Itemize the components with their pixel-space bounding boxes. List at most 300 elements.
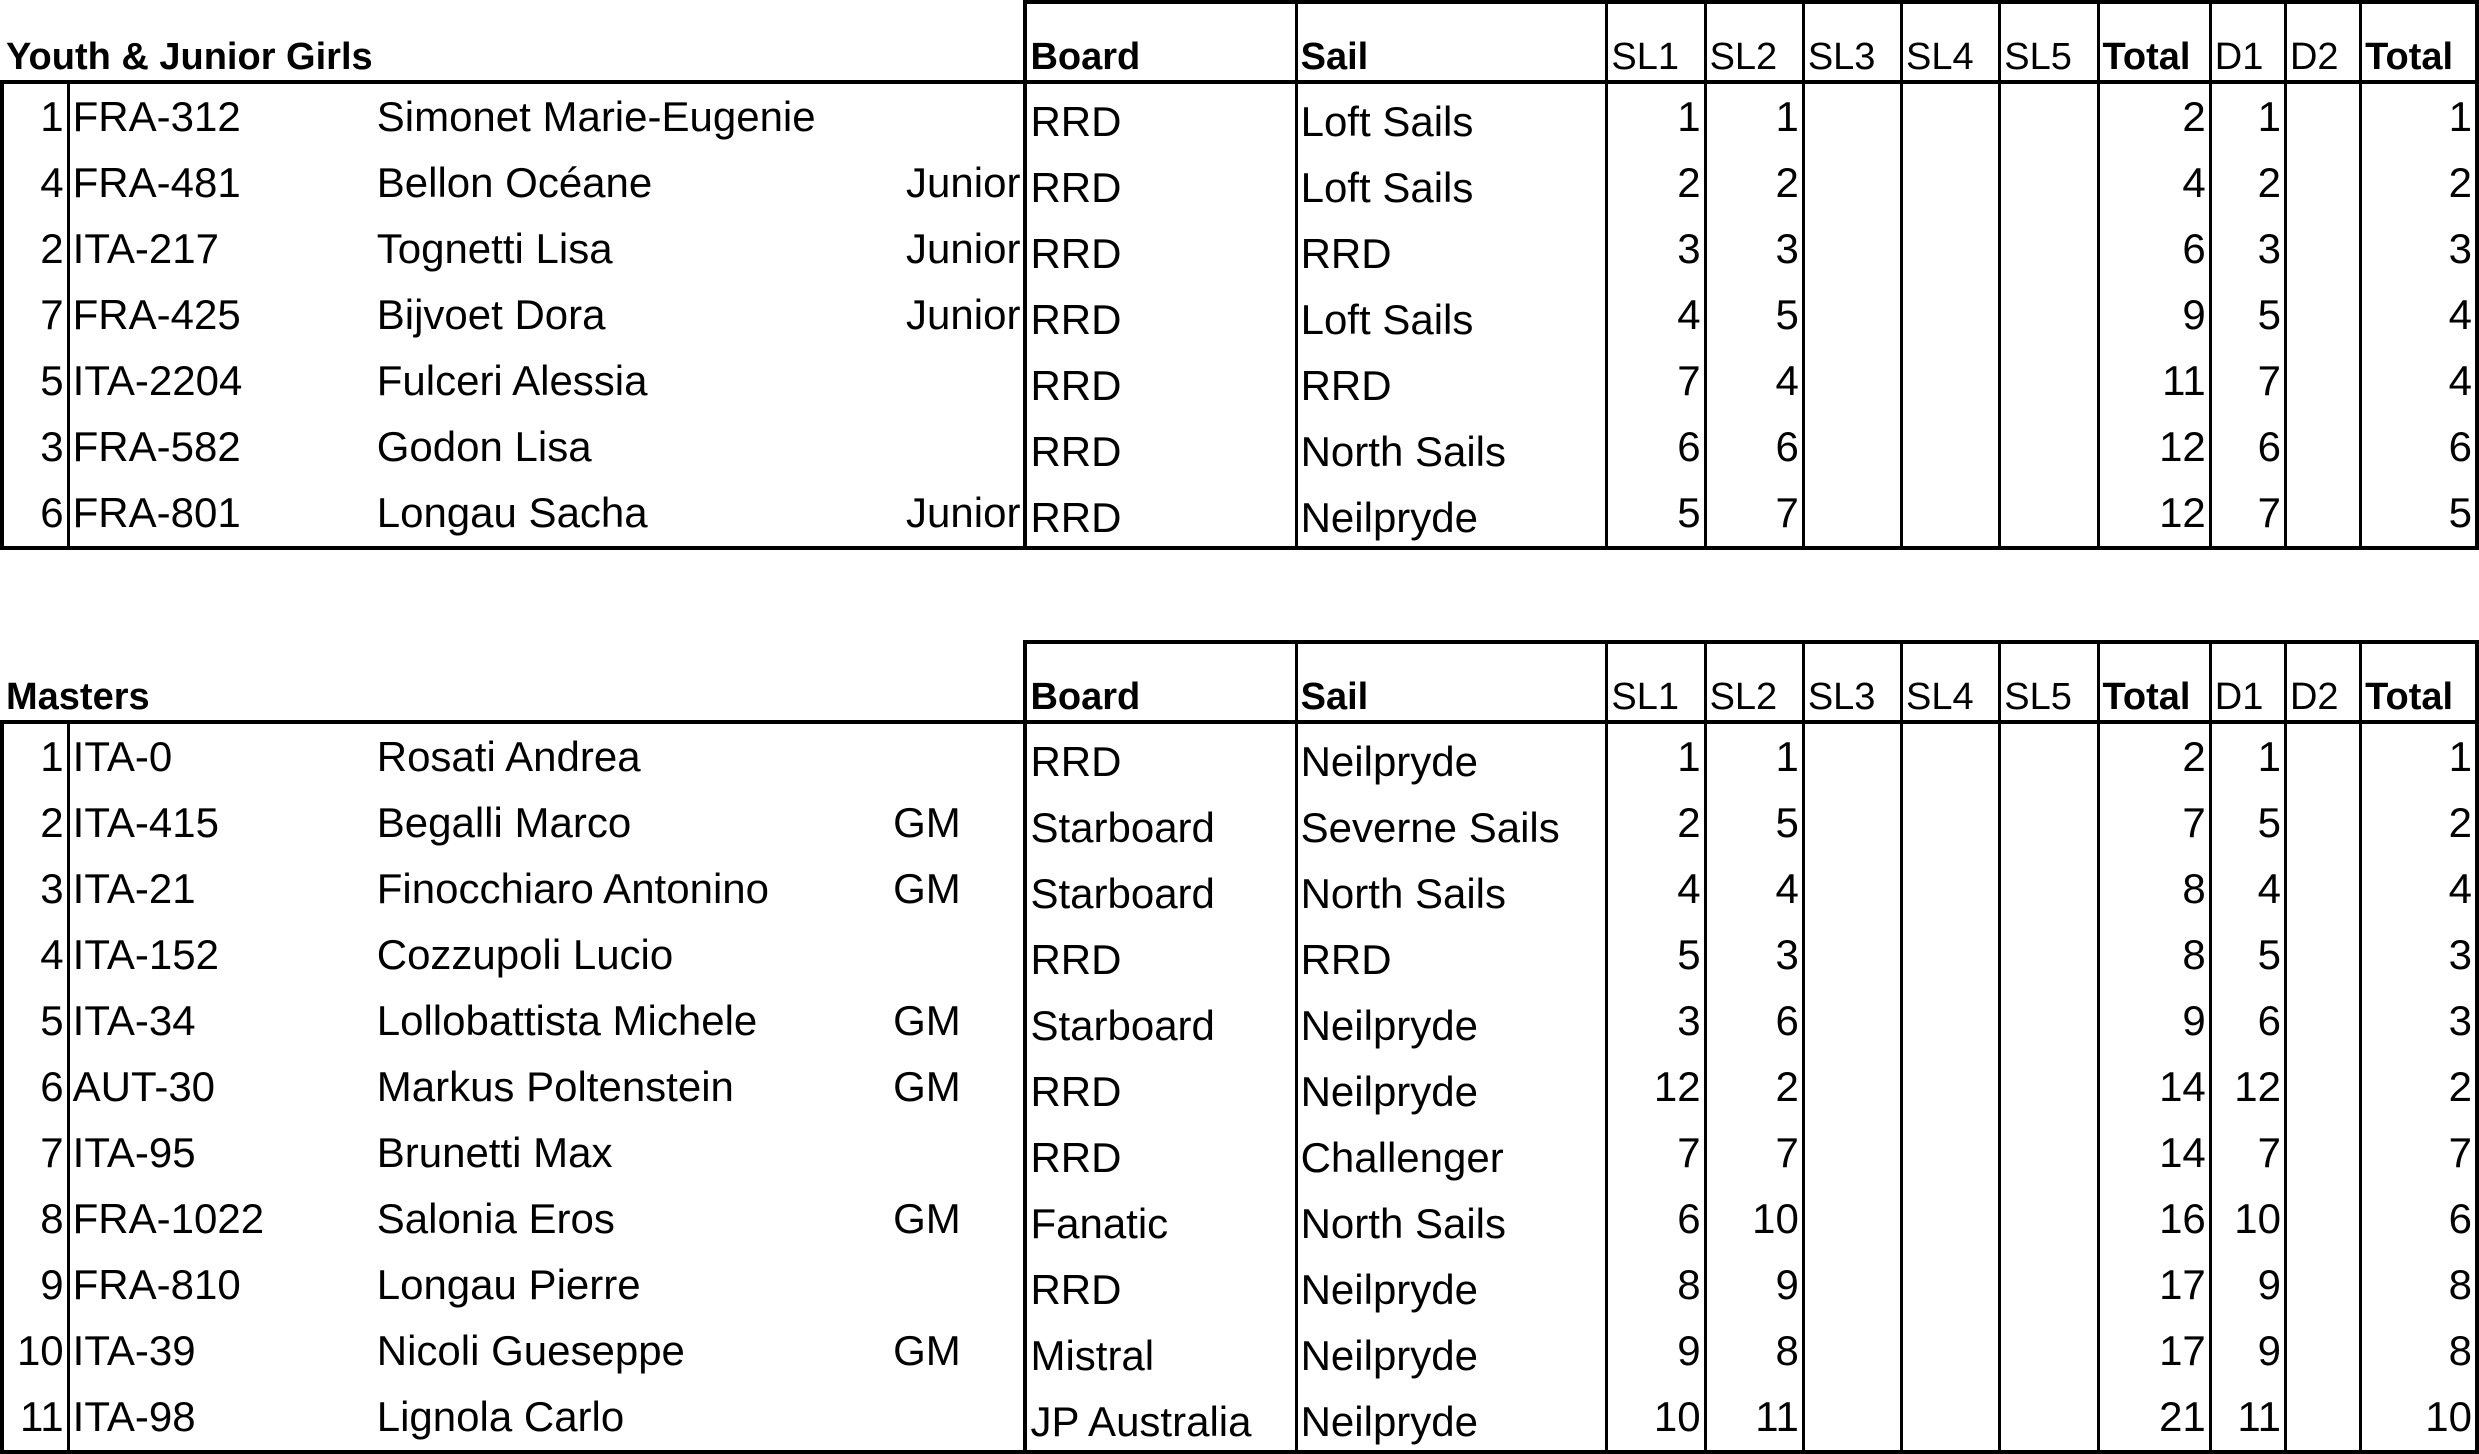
header-sl4: SL4 xyxy=(1902,642,2000,722)
d2-cell xyxy=(2285,282,2360,348)
table-row xyxy=(2,1120,2477,1186)
d1-cell: 5 xyxy=(2210,282,2285,348)
sailor-name-cell: Bellon Océane xyxy=(376,159,653,206)
sl1-cell: 6 xyxy=(1607,1186,1705,1252)
sailor-name-cell: Tognetti Lisa xyxy=(376,225,613,272)
sl5-cell xyxy=(2000,348,2098,414)
header-sl3: SL3 xyxy=(1803,642,1901,722)
sl5-cell xyxy=(2000,1252,2098,1318)
sail-number-cell: ITA-39 xyxy=(68,1318,309,1384)
sail-number-cell: FRA-1022 xyxy=(68,1186,309,1252)
final-total-cell: 1 xyxy=(2361,722,2477,790)
sl4-cell xyxy=(1902,282,2000,348)
final-total-cell: 10 xyxy=(2361,1384,2477,1452)
table-row xyxy=(2,1384,2477,1452)
table-row xyxy=(2,282,2477,348)
sl3-cell xyxy=(1803,790,1901,856)
sl5-cell xyxy=(2000,790,2098,856)
sl1-cell: 5 xyxy=(1607,480,1705,548)
d1-cell: 12 xyxy=(2210,1054,2285,1120)
d2-cell xyxy=(2285,1318,2360,1384)
total-cell: 17 xyxy=(2098,1252,2210,1318)
d2-cell xyxy=(2285,856,2360,922)
sl3-cell xyxy=(1803,1186,1901,1252)
sl4-cell xyxy=(1902,922,2000,988)
table-row xyxy=(2,1318,2477,1384)
sl3-cell xyxy=(1803,1252,1901,1318)
sl5-cell xyxy=(2000,414,2098,480)
sl3-cell xyxy=(1803,722,1901,790)
sail-brand-cell: Neilpryde xyxy=(1296,722,1607,790)
board-cell: Mistral xyxy=(1025,1318,1296,1384)
sl5-cell xyxy=(2000,856,2098,922)
sail-number-cell: ITA-217 xyxy=(68,216,309,282)
sl1-cell: 10 xyxy=(1607,1384,1705,1452)
board-cell: RRD xyxy=(1025,282,1296,348)
header-sl2: SL2 xyxy=(1705,642,1803,722)
final-total-cell: 6 xyxy=(2361,414,2477,480)
sl5-cell xyxy=(2000,922,2098,988)
sail-number-cell: ITA-98 xyxy=(68,1384,309,1452)
category-cell xyxy=(890,1120,1025,1186)
board-cell: JP Australia xyxy=(1025,1384,1296,1452)
sail-number-cell: FRA-425 xyxy=(68,282,309,348)
sailor-name-cell: Longau Pierre xyxy=(376,1261,641,1308)
sl3-cell xyxy=(1803,480,1901,548)
sl1-cell: 7 xyxy=(1607,348,1705,414)
category-cell xyxy=(890,722,1025,790)
sail-brand-cell: Neilpryde xyxy=(1296,1318,1607,1384)
sl2-cell: 1 xyxy=(1705,722,1803,790)
sail-number-cell: AUT-30 xyxy=(68,1054,309,1120)
sl4-cell xyxy=(1902,150,2000,216)
category-cell: Junior xyxy=(906,159,1021,206)
sl1-cell: 3 xyxy=(1607,216,1705,282)
total-cell: 17 xyxy=(2098,1318,2210,1384)
sl5-cell xyxy=(2000,722,2098,790)
header-sl5: SL5 xyxy=(2000,2,2098,82)
board-cell: RRD xyxy=(1025,82,1296,150)
sl4-cell xyxy=(1902,348,2000,414)
d2-cell xyxy=(2285,1252,2360,1318)
sailor-name-cell: Simonet Marie-Eugenie xyxy=(376,93,816,140)
sail-number-cell: FRA-312 xyxy=(68,82,309,150)
rank-cell: 1 xyxy=(2,82,68,150)
rank-cell: 2 xyxy=(2,216,68,282)
sl5-cell xyxy=(2000,1318,2098,1384)
sl2-cell: 5 xyxy=(1705,790,1803,856)
total-cell: 11 xyxy=(2098,348,2210,414)
rank-cell: 8 xyxy=(2,1186,68,1252)
sl2-cell: 4 xyxy=(1705,856,1803,922)
sail-number-cell: FRA-810 xyxy=(68,1252,309,1318)
section-title: Masters xyxy=(2,642,1025,722)
final-total-cell: 2 xyxy=(2361,1054,2477,1120)
rank-cell: 7 xyxy=(2,1120,68,1186)
header-total: Total xyxy=(2098,642,2210,722)
total-cell: 12 xyxy=(2098,414,2210,480)
final-total-cell: 4 xyxy=(2361,856,2477,922)
header-sl1: SL1 xyxy=(1607,2,1705,82)
sl3-cell xyxy=(1803,1318,1901,1384)
total-cell: 14 xyxy=(2098,1120,2210,1186)
board-cell: RRD xyxy=(1025,1120,1296,1186)
board-cell: Starboard xyxy=(1025,790,1296,856)
table-row xyxy=(2,480,2477,548)
d1-cell: 7 xyxy=(2210,480,2285,548)
category-cell: GM xyxy=(893,1063,961,1110)
rank-cell: 10 xyxy=(2,1318,68,1384)
sail-brand-cell: Neilpryde xyxy=(1296,988,1607,1054)
sl5-cell xyxy=(2000,480,2098,548)
header-total-final: Total xyxy=(2361,2,2477,82)
final-total-cell: 4 xyxy=(2361,348,2477,414)
sailor-name-cell: Godon Lisa xyxy=(376,423,592,470)
header-sl4: SL4 xyxy=(1902,2,2000,82)
sl1-cell: 7 xyxy=(1607,1120,1705,1186)
sail-number-cell: ITA-2204 xyxy=(68,348,309,414)
sl4-cell xyxy=(1902,1054,2000,1120)
total-cell: 16 xyxy=(2098,1186,2210,1252)
table-row xyxy=(2,856,2477,922)
total-cell: 6 xyxy=(2098,216,2210,282)
sl5-cell xyxy=(2000,1384,2098,1452)
total-cell: 9 xyxy=(2098,282,2210,348)
sl3-cell xyxy=(1803,150,1901,216)
category-cell xyxy=(890,414,1025,480)
sl2-cell: 2 xyxy=(1705,1054,1803,1120)
sl1-cell: 4 xyxy=(1607,856,1705,922)
category-cell: GM xyxy=(893,1195,961,1242)
sailor-name-cell: Finocchiaro Antonino xyxy=(376,865,769,912)
sl2-cell: 8 xyxy=(1705,1318,1803,1384)
results-table xyxy=(0,0,2479,550)
sl3-cell xyxy=(1803,282,1901,348)
total-cell: 8 xyxy=(2098,922,2210,988)
category-cell xyxy=(890,1384,1025,1452)
category-cell: GM xyxy=(893,865,961,912)
total-cell: 12 xyxy=(2098,480,2210,548)
header-row xyxy=(2,642,2477,722)
sail-number-cell: ITA-152 xyxy=(68,922,309,988)
d2-cell xyxy=(2285,1384,2360,1452)
section-title: Youth & Junior Girls xyxy=(2,2,1025,82)
sail-brand-cell: RRD xyxy=(1296,348,1607,414)
header-d2: D2 xyxy=(2285,2,2360,82)
sail-brand-cell: Neilpryde xyxy=(1296,480,1607,548)
total-cell: 7 xyxy=(2098,790,2210,856)
sail-brand-cell: Neilpryde xyxy=(1296,1054,1607,1120)
sailor-name-cell: Bijvoet Dora xyxy=(376,291,606,338)
table-row xyxy=(2,1252,2477,1318)
sail-brand-cell: RRD xyxy=(1296,216,1607,282)
sl4-cell xyxy=(1902,790,2000,856)
sail-number-cell: ITA-34 xyxy=(68,988,309,1054)
d1-cell: 6 xyxy=(2210,988,2285,1054)
total-cell: 21 xyxy=(2098,1384,2210,1452)
sail-brand-cell: Loft Sails xyxy=(1296,282,1607,348)
rank-cell: 11 xyxy=(2,1384,68,1452)
sl3-cell xyxy=(1803,216,1901,282)
total-cell: 14 xyxy=(2098,1054,2210,1120)
sl2-cell: 4 xyxy=(1705,348,1803,414)
sail-number-cell: ITA-21 xyxy=(68,856,309,922)
sl1-cell: 8 xyxy=(1607,1252,1705,1318)
rank-cell: 4 xyxy=(2,922,68,988)
d2-cell xyxy=(2285,414,2360,480)
category-cell: GM xyxy=(893,1327,961,1374)
sl2-cell: 5 xyxy=(1705,282,1803,348)
category-cell xyxy=(890,82,1025,150)
table-row xyxy=(2,1186,2477,1252)
rows-youth xyxy=(2,82,2477,548)
sl5-cell xyxy=(2000,216,2098,282)
d2-cell xyxy=(2285,922,2360,988)
board-cell: RRD xyxy=(1025,1252,1296,1318)
total-cell: 4 xyxy=(2098,150,2210,216)
sl2-cell: 3 xyxy=(1705,216,1803,282)
d1-cell: 9 xyxy=(2210,1318,2285,1384)
sailor-name-cell: Markus Poltenstein xyxy=(376,1063,734,1110)
rows-masters xyxy=(2,722,2477,1452)
sl2-cell: 7 xyxy=(1705,1120,1803,1186)
board-cell: RRD xyxy=(1025,480,1296,548)
table-row xyxy=(2,988,2477,1054)
final-total-cell: 8 xyxy=(2361,1318,2477,1384)
sl3-cell xyxy=(1803,988,1901,1054)
sl4-cell xyxy=(1902,1384,2000,1452)
header-board: Board xyxy=(1025,642,1296,722)
sl4-cell xyxy=(1902,856,2000,922)
sl4-cell xyxy=(1902,414,2000,480)
header-sail: Sail xyxy=(1296,2,1607,82)
final-total-cell: 4 xyxy=(2361,282,2477,348)
header-sl1: SL1 xyxy=(1607,642,1705,722)
header-sl5: SL5 xyxy=(2000,642,2098,722)
d1-cell: 5 xyxy=(2210,790,2285,856)
sl3-cell xyxy=(1803,1054,1901,1120)
board-cell: RRD xyxy=(1025,348,1296,414)
total-cell: 2 xyxy=(2098,722,2210,790)
header-total-final: Total xyxy=(2361,642,2477,722)
board-cell: RRD xyxy=(1025,414,1296,480)
sailor-name-cell: Brunetti Max xyxy=(376,1129,613,1176)
final-total-cell: 2 xyxy=(2361,790,2477,856)
d1-cell: 7 xyxy=(2210,348,2285,414)
sl1-cell: 3 xyxy=(1607,988,1705,1054)
sailor-name-cell: Nicoli Gueseppe xyxy=(376,1327,685,1374)
rank-cell: 6 xyxy=(2,1054,68,1120)
d2-cell xyxy=(2285,988,2360,1054)
rank-cell: 7 xyxy=(2,282,68,348)
board-cell: RRD xyxy=(1025,1054,1296,1120)
table-row xyxy=(2,216,2477,282)
table-row xyxy=(2,922,2477,988)
d1-cell: 3 xyxy=(2210,216,2285,282)
sailor-name-cell: Begalli Marco xyxy=(376,799,632,846)
final-total-cell: 8 xyxy=(2361,1252,2477,1318)
sl5-cell xyxy=(2000,1186,2098,1252)
d2-cell xyxy=(2285,722,2360,790)
category-cell: Junior xyxy=(890,480,1025,548)
header-d1: D1 xyxy=(2210,642,2285,722)
sl2-cell: 10 xyxy=(1705,1186,1803,1252)
sail-number-cell: FRA-582 xyxy=(68,414,309,480)
d2-cell xyxy=(2285,1186,2360,1252)
header-d2: D2 xyxy=(2285,642,2360,722)
category-cell: GM xyxy=(893,997,961,1044)
final-total-cell: 5 xyxy=(2361,480,2477,548)
category-cell xyxy=(890,922,1025,988)
sail-brand-cell: Challenger xyxy=(1296,1120,1607,1186)
d1-cell: 1 xyxy=(2210,82,2285,150)
d2-cell xyxy=(2285,1120,2360,1186)
sl2-cell: 11 xyxy=(1705,1384,1803,1452)
sl4-cell xyxy=(1902,1120,2000,1186)
sl4-cell xyxy=(1902,722,2000,790)
sl1-cell: 4 xyxy=(1607,282,1705,348)
sailor-name-cell: Longau Sacha xyxy=(309,480,890,548)
sl4-cell xyxy=(1902,216,2000,282)
sl1-cell: 2 xyxy=(1607,790,1705,856)
sl4-cell xyxy=(1902,480,2000,548)
d2-cell xyxy=(2285,216,2360,282)
sail-brand-cell: North Sails xyxy=(1296,1186,1607,1252)
sailor-name-cell: Salonia Eros xyxy=(376,1195,615,1242)
board-cell: Starboard xyxy=(1025,988,1296,1054)
table-row xyxy=(2,722,2477,790)
sl4-cell xyxy=(1902,1252,2000,1318)
sl4-cell xyxy=(1902,1318,2000,1384)
sl4-cell xyxy=(1902,988,2000,1054)
d1-cell: 4 xyxy=(2210,856,2285,922)
d2-cell xyxy=(2285,480,2360,548)
header-board: Board xyxy=(1025,2,1296,82)
sl5-cell xyxy=(2000,1054,2098,1120)
sl2-cell: 9 xyxy=(1705,1252,1803,1318)
total-cell: 8 xyxy=(2098,856,2210,922)
d1-cell: 2 xyxy=(2210,150,2285,216)
sl2-cell: 7 xyxy=(1705,480,1803,548)
final-total-cell: 1 xyxy=(2361,82,2477,150)
sail-brand-cell: Loft Sails xyxy=(1296,150,1607,216)
final-total-cell: 3 xyxy=(2361,216,2477,282)
sl4-cell xyxy=(1902,1186,2000,1252)
table-row xyxy=(2,414,2477,480)
table-row xyxy=(2,1054,2477,1120)
board-cell: Starboard xyxy=(1025,856,1296,922)
rank-cell: 2 xyxy=(2,790,68,856)
sailor-name-cell: Rosati Andrea xyxy=(376,733,641,780)
rank-cell: 1 xyxy=(2,722,68,790)
table-row xyxy=(2,82,2477,150)
sailor-name-cell: Cozzupoli Lucio xyxy=(376,931,674,978)
header-sail: Sail xyxy=(1296,642,1607,722)
rank-cell: 3 xyxy=(2,414,68,480)
section-masters xyxy=(0,640,2479,1454)
d1-cell: 1 xyxy=(2210,722,2285,790)
sail-number-cell: ITA-415 xyxy=(68,790,309,856)
sl1-cell: 5 xyxy=(1607,922,1705,988)
final-total-cell: 6 xyxy=(2361,1186,2477,1252)
d1-cell: 5 xyxy=(2210,922,2285,988)
sl5-cell xyxy=(2000,1120,2098,1186)
final-total-cell: 3 xyxy=(2361,988,2477,1054)
header-row xyxy=(2,2,2477,82)
final-total-cell: 3 xyxy=(2361,922,2477,988)
category-cell xyxy=(890,1252,1025,1318)
sl3-cell xyxy=(1803,82,1901,150)
category-cell: GM xyxy=(893,799,961,846)
board-cell: Fanatic xyxy=(1025,1186,1296,1252)
sl2-cell: 3 xyxy=(1705,922,1803,988)
sailor-name-cell: Fulceri Alessia xyxy=(376,357,648,404)
sail-brand-cell: Neilpryde xyxy=(1296,1252,1607,1318)
header-sl2: SL2 xyxy=(1705,2,1803,82)
section-youth-junior-girls xyxy=(0,0,2479,550)
results-table xyxy=(0,640,2479,1454)
header-total: Total xyxy=(2098,2,2210,82)
sl1-cell: 1 xyxy=(1607,722,1705,790)
sl3-cell xyxy=(1803,856,1901,922)
table-row xyxy=(2,790,2477,856)
rank-cell: 3 xyxy=(2,856,68,922)
sl1-cell: 2 xyxy=(1607,150,1705,216)
d2-cell xyxy=(2285,1054,2360,1120)
board-cell: RRD xyxy=(1025,150,1296,216)
d1-cell: 6 xyxy=(2210,414,2285,480)
final-total-cell: 7 xyxy=(2361,1120,2477,1186)
sail-number-cell: ITA-95 xyxy=(68,1120,309,1186)
final-total-cell: 2 xyxy=(2361,150,2477,216)
sail-number-cell: FRA-801 xyxy=(68,480,309,548)
category-cell: Junior xyxy=(906,225,1021,272)
total-cell: 9 xyxy=(2098,988,2210,1054)
rank-cell: 6 xyxy=(2,480,68,548)
sailor-name-cell: Lignola Carlo xyxy=(309,1384,890,1452)
total-cell: 2 xyxy=(2098,82,2210,150)
d2-cell xyxy=(2285,790,2360,856)
sail-brand-cell: RRD xyxy=(1296,922,1607,988)
board-cell: RRD xyxy=(1025,216,1296,282)
rank-cell: 5 xyxy=(2,348,68,414)
rank-cell: 9 xyxy=(2,1252,68,1318)
sl3-cell xyxy=(1803,414,1901,480)
sail-brand-cell: North Sails xyxy=(1296,414,1607,480)
sl1-cell: 9 xyxy=(1607,1318,1705,1384)
d2-cell xyxy=(2285,150,2360,216)
sailor-name-cell: Lollobattista Michele xyxy=(376,997,758,1044)
header-sl3: SL3 xyxy=(1803,2,1901,82)
sail-brand-cell: North Sails xyxy=(1296,856,1607,922)
sl2-cell: 6 xyxy=(1705,988,1803,1054)
sl4-cell xyxy=(1902,82,2000,150)
sl5-cell xyxy=(2000,988,2098,1054)
table-row xyxy=(2,150,2477,216)
d1-cell: 11 xyxy=(2210,1384,2285,1452)
sl1-cell: 12 xyxy=(1607,1054,1705,1120)
sail-brand-cell: Loft Sails xyxy=(1296,82,1607,150)
d1-cell: 9 xyxy=(2210,1252,2285,1318)
sl3-cell xyxy=(1803,1384,1901,1452)
sl3-cell xyxy=(1803,348,1901,414)
sl5-cell xyxy=(2000,282,2098,348)
sl3-cell xyxy=(1803,922,1901,988)
sl2-cell: 1 xyxy=(1705,82,1803,150)
board-cell: RRD xyxy=(1025,722,1296,790)
sl1-cell: 6 xyxy=(1607,414,1705,480)
header-d1: D1 xyxy=(2210,2,2285,82)
